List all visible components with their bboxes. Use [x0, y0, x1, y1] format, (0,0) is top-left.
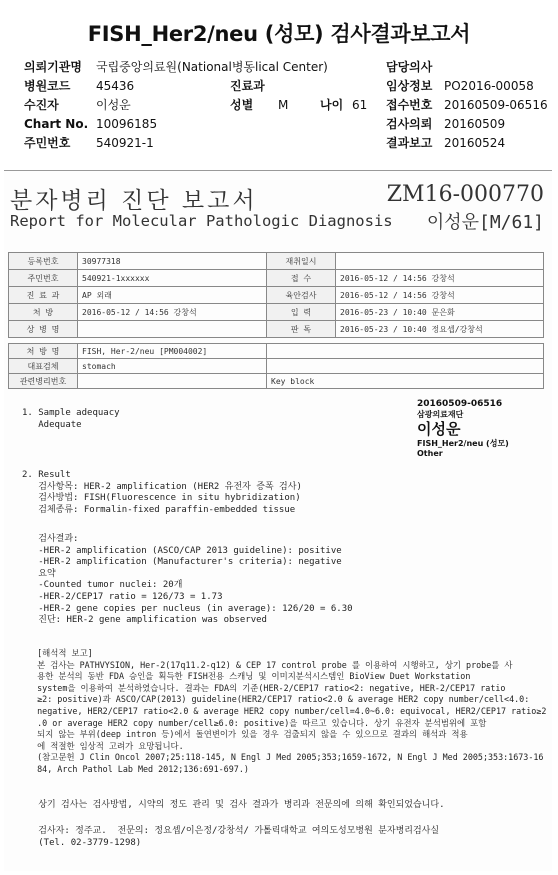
table-cell: 입 력 — [267, 304, 336, 321]
scan-title-english: Report for Molecular Pathologic Diagnosis — [10, 212, 393, 230]
table-cell: 처 방 — [9, 304, 78, 321]
resident-no-value: 540921-1 — [96, 136, 154, 150]
resident-no-label: 주민번호 — [24, 136, 71, 150]
age-label: 나이 — [320, 98, 344, 112]
sticker-test: FISH_Her2/neu (성모) — [417, 439, 509, 448]
scan-title-korean: 분자병리 진단 보고서 — [10, 188, 258, 214]
table-cell: 2016-05-12 / 14:56 강창석 — [78, 304, 267, 321]
sticker-patient: 이성운 — [417, 420, 461, 438]
specimen-table — [8, 343, 544, 389]
age-value: 61 — [352, 98, 368, 112]
chart-no-value: 10096185 — [96, 117, 158, 131]
patient-label: 수진자 — [24, 98, 59, 112]
table-cell: 주민번호 — [9, 270, 78, 287]
section-result: 2. Result 검사항목: HER-2 amplification (HER2 유전자 증폭 검사) 검사방법: FISH(Fluorescence in situ hybridization) 검체종류: Formalin-fixed paraffin-embedded tissue — [22, 470, 302, 515]
sticker-other: Other — [417, 449, 443, 458]
table-cell: 육안검사 — [267, 287, 336, 304]
table-cell: 대표검체 — [9, 359, 78, 374]
sex-value: M — [278, 98, 289, 112]
table-cell — [336, 253, 544, 270]
hospital-code-value: 45436 — [96, 79, 135, 93]
table-row — [9, 374, 544, 389]
table-cell — [78, 321, 267, 338]
table-cell — [267, 359, 544, 374]
table-cell: 판 독 — [267, 321, 336, 338]
table-cell: 진 료 과 — [9, 287, 78, 304]
table-cell — [267, 344, 544, 359]
report-number: ZM16-000770 — [386, 182, 544, 207]
section-sample-adequacy: 1. Sample adequacy Adequate — [22, 408, 120, 430]
table-cell: stomach — [78, 359, 267, 374]
table-cell: 관련병리번호 — [9, 374, 78, 389]
result-date-value: 20160524 — [444, 136, 506, 150]
sex-label: 성별 — [230, 98, 254, 112]
sticker-accession: 20160509-06516 — [417, 399, 503, 409]
department-label: 진료과 — [230, 79, 265, 93]
accession-label: 접수번호 — [386, 98, 433, 112]
accession-value: 20160509-06516 — [444, 98, 548, 112]
institution-label: 의뢰기관명 — [24, 60, 82, 74]
table-cell: 재취일시 — [267, 253, 336, 270]
request-date-value: 20160509 — [444, 117, 506, 131]
table-cell: 접 수 — [267, 270, 336, 287]
table-cell: 30977318 — [78, 253, 267, 270]
section-interpretation: [해석적 보고] 본 검사는 PATHVYSION, Her-2(17q11.2-q12) & CEP 17 control probe 를 이용하여 시행하고, 상기 probe를 사 용한 분석의 동반 FDA 승인을 획득한 FISH전용 스캐닝 및 이미지분석시스템인 BioView Duet Workstation system을 이용하여 분석하였습니다. 결과는 FDA의 기준(HER-2/CEP17 ratio<2: negative, HER-2/CEP17 ratio ≥2: positive)과 ASCO/CAP(2013) guideline(HER2/CEP17 ratio<2.0 & average HER2 copy number/cell<4.0: negative, HER2/CEP17 ratio<2.0 & average HER2 copy number/cell=4.0~6.0: equivocal, HER2/CEP17 ratio≥2 .0 or average HER2 copy number/cell≥6.0: positive)을 따르고 있습니다. 상기 유전자 분석범위에 포함 되지 않는 부위(deep intron 등)에서 돌연변이가 있을 경우 검출되지 않을 수 있으므로 결과의 해석과 적용 에 적절한 임상적 고려가 요망됩니다. (참고문헌 J Clin Oncol 2007;25:118-145, N Engl J Med 2005;353;1659-1672, N Engl J Med 2005;353:1673-16 84, Arch Pathol Lab Med 2012;136:691-697.) — [37, 648, 547, 774]
table-row — [9, 304, 544, 321]
table-cell: 2016-05-12 / 14:56 강창석 — [336, 287, 544, 304]
section-examiner: 검사자: 정주교. 전문의: 정요셉/이은정/강창석/ 가톨릭대학교 여의도성모병원 분자병리검사실 (Tel. 02-3779-1298) — [38, 826, 440, 848]
institution-value: 국립중앙의료원(National병동lical Center) — [96, 60, 328, 74]
table-cell: Key block — [267, 374, 544, 389]
table-row — [9, 287, 544, 304]
section-confirmation: 상기 검사는 검사방법, 시약의 정도 관리 및 검사 결과가 병리과 전문의에 의해 확인되었습니다. — [22, 800, 445, 810]
table-row — [9, 359, 544, 374]
table-row — [9, 321, 544, 338]
chart-no-label: Chart No. — [24, 117, 89, 131]
table-cell: 2016-05-12 / 14:56 강창석 — [336, 270, 544, 287]
clinical-info-label: 임상정보 — [386, 79, 433, 93]
request-date-label: 검사의뢰 — [386, 117, 433, 131]
clinical-info-value: PO2016-00058 — [444, 79, 534, 93]
specimen-label-sticker — [417, 399, 509, 458]
sticker-lab: 삼광의료재단 — [417, 410, 464, 419]
physician-label: 담당의사 — [386, 60, 433, 74]
table-cell: 540921-1xxxxxx — [78, 270, 267, 287]
section-test-results: 검사결과: -HER-2 amplification (ASCO/CAP 2013 guideline): positive -HER-2 amplification (Manufacturer's criteria): negative 요약 -Counted tumor nuclei: 20개 -HER-2/CEP17 ratio = 126/73 = 1.73 -HER-2 gene copies per nucleus (in average): 126/20 = 6.30 진단: HER-2 gene amplification was observed — [38, 534, 353, 626]
table-cell: 2016-05-23 / 10:40 문은화 — [336, 304, 544, 321]
registration-table — [8, 252, 544, 338]
scan-patient: 이성운[M/61] — [426, 212, 544, 233]
table-cell: 등록번호 — [9, 253, 78, 270]
report-title: FISH_Her2/neu (성모) 검사결과보고서 — [87, 22, 471, 46]
table-cell — [78, 374, 267, 389]
table-cell: 2016-05-23 / 10:40 정요셉/강창석 — [336, 321, 544, 338]
table-row — [9, 253, 544, 270]
table-cell: AP 외래 — [78, 287, 267, 304]
table-cell: 처 방 명 — [9, 344, 78, 359]
patient-value: 이성운 — [96, 98, 131, 112]
table-row — [9, 344, 544, 359]
result-date-label: 결과보고 — [386, 136, 433, 150]
table-row — [9, 270, 544, 287]
table-cell: 상 병 명 — [9, 321, 78, 338]
table-cell: FISH, Her-2/neu [PM004002] — [78, 344, 267, 359]
hospital-code-label: 병원코드 — [24, 79, 71, 93]
